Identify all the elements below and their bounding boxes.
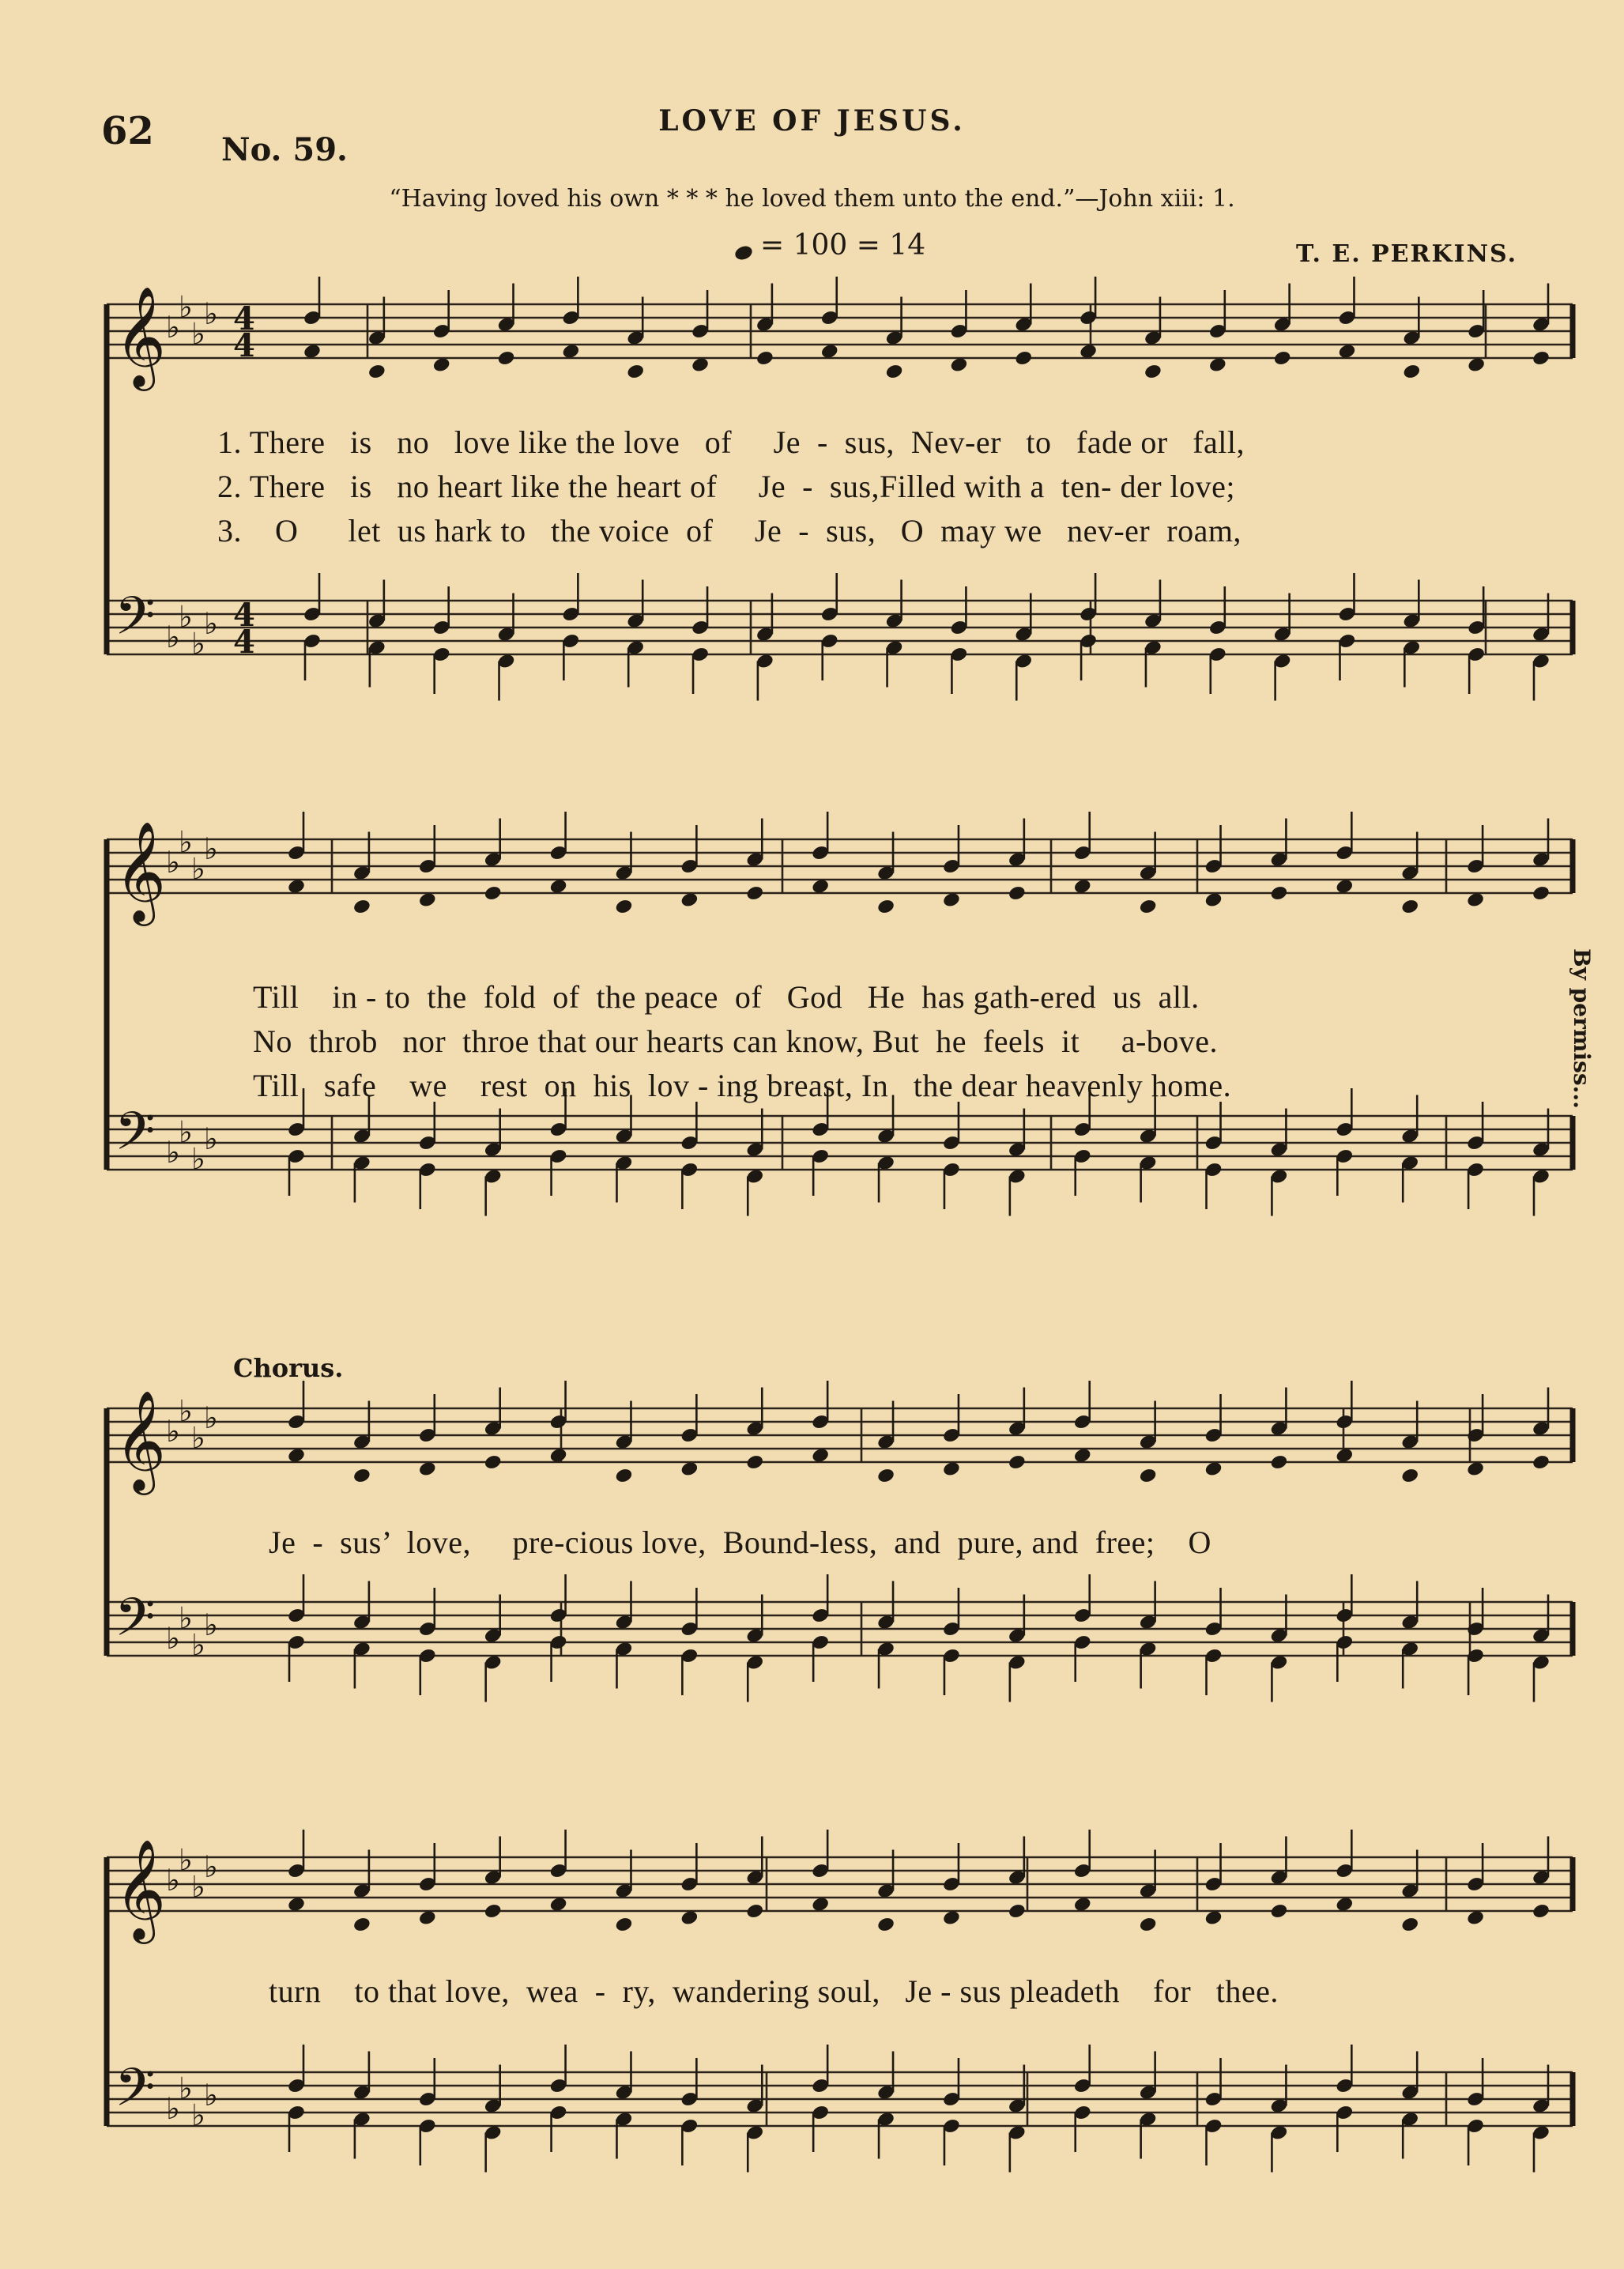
flat-icon: ♭	[204, 831, 218, 866]
notehead	[1139, 898, 1158, 914]
notehead	[1532, 349, 1551, 366]
notehead	[1532, 1453, 1551, 1470]
notehead	[1139, 1916, 1158, 1932]
epigraph: “Having loved his own * * * he loved them unto the end.”—John xiii: 1.	[389, 185, 1235, 213]
notehead	[1402, 363, 1421, 379]
notehead	[484, 1902, 503, 1919]
flat-icon: ♭	[166, 1414, 180, 1449]
flat-icon: ♭	[166, 310, 180, 345]
notehead	[745, 1453, 764, 1470]
time-signature-denominator: 4	[233, 624, 255, 661]
flat-icon: ♭	[204, 2078, 218, 2113]
flat-icon: ♭	[204, 296, 218, 331]
notehead	[1273, 349, 1292, 366]
flat-icon: ♭	[179, 1600, 193, 1636]
flat-icon: ♭	[166, 845, 180, 880]
notehead	[614, 1467, 633, 1483]
notehead	[876, 1916, 895, 1932]
treble-clef-icon: 𝄞	[115, 820, 167, 922]
tempo-text: = 100 = 14	[760, 229, 926, 262]
notehead	[884, 363, 903, 379]
lyric-line: 2. There is no heart like the heart of Je - sus,Filled with a ten- der love;	[217, 469, 1235, 504]
notehead	[626, 363, 645, 379]
flat-icon: ♭	[166, 1863, 180, 1898]
lyric-line: turn to that love, wea - ry, wandering soul, Je - sus pleadeth for thee.	[269, 1973, 1279, 2009]
hymn-number: No. 59.	[221, 131, 348, 168]
page-number: 62	[101, 109, 154, 153]
notehead	[1532, 884, 1551, 901]
bass-clef-icon: 𝄢	[115, 2057, 156, 2131]
flat-icon: ♭	[191, 1627, 205, 1663]
flat-icon: ♭	[166, 620, 180, 654]
notehead	[614, 1916, 633, 1932]
flat-icon: ♭	[179, 1114, 193, 1150]
flat-icon: ♭	[191, 1869, 205, 1905]
flat-icon: ♭	[204, 1121, 218, 1156]
notehead	[484, 1453, 503, 1470]
notehead	[1139, 1467, 1158, 1483]
flat-icon: ♭	[191, 1141, 205, 1177]
treble-clef-icon: 𝄞	[115, 285, 167, 386]
treble-clef-icon: 𝄞	[115, 1389, 167, 1491]
flat-icon: ♭	[166, 1135, 180, 1170]
notehead	[352, 1467, 371, 1483]
flat-icon: ♭	[191, 1420, 205, 1456]
flat-icon: ♭	[166, 1621, 180, 1656]
notehead	[876, 1467, 895, 1483]
notehead	[1400, 1916, 1419, 1932]
notehead	[755, 349, 774, 366]
notehead	[1400, 898, 1419, 914]
bass-clef-icon: 𝄢	[115, 586, 156, 659]
bass-clef-icon: 𝄢	[115, 1101, 156, 1174]
lyric-line: 3. O let us hark to the voice of Je - sus, O may we nev-er roam,	[217, 513, 1242, 548]
notehead	[1008, 1902, 1027, 1919]
permission-note: By permiss...	[1569, 948, 1595, 1109]
notehead	[1532, 1902, 1551, 1919]
flat-icon: ♭	[166, 2091, 180, 2126]
notehead	[745, 884, 764, 901]
flat-icon: ♭	[191, 2098, 205, 2133]
flat-icon: ♭	[204, 1849, 218, 1884]
notehead	[1014, 349, 1033, 366]
notehead	[352, 898, 371, 914]
notehead	[1008, 1453, 1027, 1470]
notehead	[745, 1902, 764, 1919]
notehead	[1269, 1453, 1288, 1470]
treble-clef-icon: 𝄞	[115, 1838, 167, 1939]
flat-icon: ♭	[204, 1608, 218, 1642]
notehead	[1008, 884, 1027, 901]
notehead	[352, 1916, 371, 1932]
notehead	[614, 898, 633, 914]
flat-icon: ♭	[179, 824, 193, 860]
composer: T. E. PERKINS.	[1296, 240, 1518, 268]
time-signature-numerator: 4	[233, 597, 255, 634]
notehead	[496, 349, 515, 366]
flat-icon: ♭	[179, 1393, 193, 1429]
notehead	[876, 898, 895, 914]
chorus-label: Chorus.	[233, 1353, 344, 1383]
lyric-line: No throb nor throe that our hearts can know, But he feels it a-bove.	[253, 1023, 1219, 1059]
notehead	[367, 363, 386, 379]
flat-icon: ♭	[179, 599, 193, 635]
flat-icon: ♭	[204, 1400, 218, 1435]
time-signature-numerator: 4	[233, 300, 255, 337]
notehead	[1269, 1902, 1288, 1919]
bass-clef-icon: 𝄢	[115, 1587, 156, 1660]
notehead	[1144, 363, 1162, 379]
page-title: LOVE OF JESUS.	[658, 104, 966, 138]
notehead	[1269, 884, 1288, 901]
lyric-line: Till safe we rest on his lov - ing breast, In the dear heavenly home.	[253, 1068, 1232, 1103]
notehead	[484, 884, 503, 901]
flat-icon: ♭	[204, 606, 218, 641]
lyric-line: 1. There is no love like the love of Je - sus, Nev-er to fade or fall,	[217, 424, 1245, 460]
flat-icon: ♭	[179, 2071, 193, 2106]
lyric-line: Je - sus’ love, pre-cious love, Bound-less, and pure, and free; O	[269, 1525, 1211, 1560]
notehead	[1400, 1467, 1419, 1483]
time-signature-denominator: 4	[233, 327, 255, 364]
lyric-line: Till in - to the fold of the peace of God He has gath-ered us all.	[253, 979, 1200, 1015]
flat-icon: ♭	[179, 1842, 193, 1878]
flat-icon: ♭	[191, 851, 205, 887]
flat-icon: ♭	[179, 289, 193, 325]
flat-icon: ♭	[191, 316, 205, 352]
flat-icon: ♭	[191, 626, 205, 661]
